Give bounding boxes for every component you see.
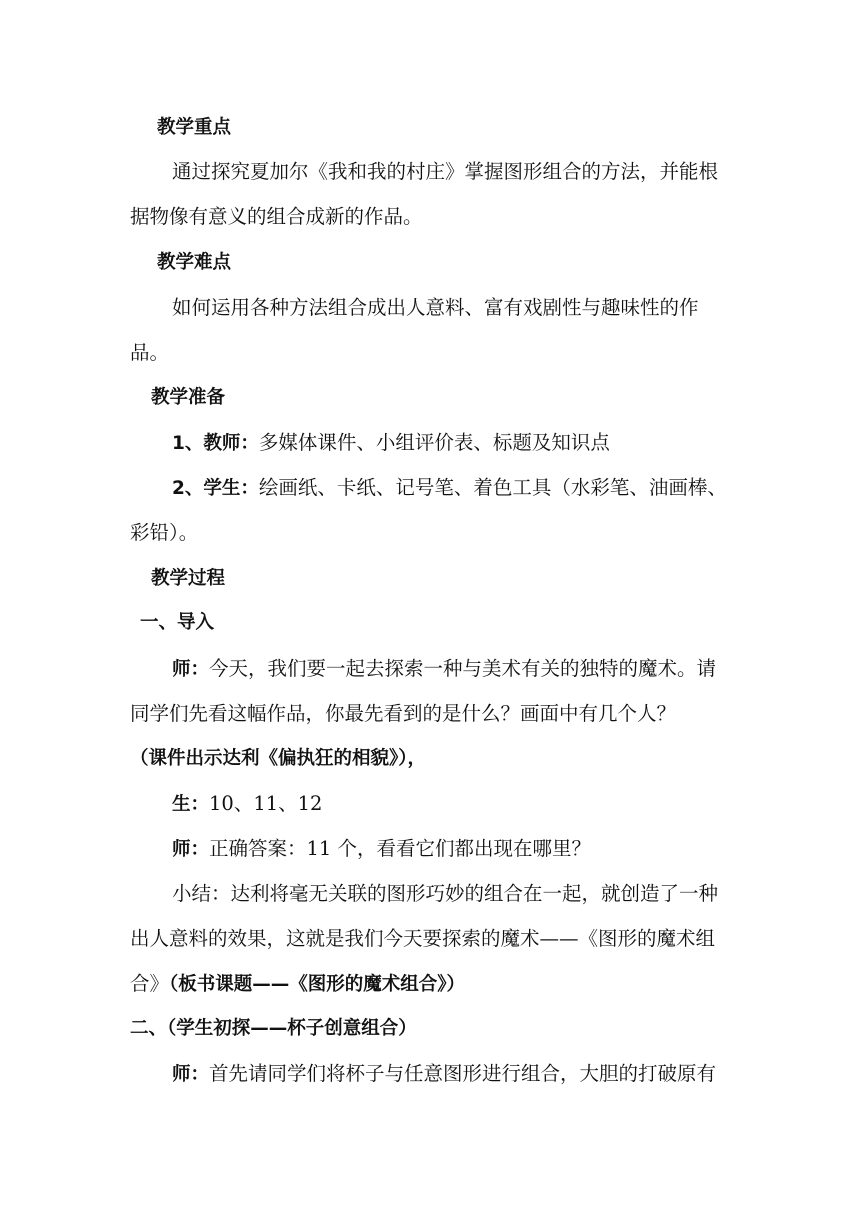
prep-item-student <box>172 474 727 503</box>
paragraph-focus-line-2: 据物像有意义的组合成新的作品。 <box>130 205 423 228</box>
teacher-line-2-text: 正确答案：11 个，看看它们都出现在哪里？ <box>209 837 592 860</box>
prep-item-student-continued: 彩铅）。 <box>130 521 199 544</box>
heading-teaching-preparation: 教学准备 <box>151 387 226 408</box>
heading-teaching-focus: 教学重点 <box>157 117 232 138</box>
courseware-note: （课件出示达利《偏执狂的相貌》）， <box>130 748 427 769</box>
summary-line-3 <box>130 970 465 999</box>
prep-item-student-label: 2、学生： <box>172 478 259 499</box>
summary-line-2: 出人意料的效果，这就是我们今天要探索的魔术——《图形的魔术组 <box>130 927 716 950</box>
prep-item-teacher-text: 多媒体课件、小组评价表、标题及知识点 <box>258 431 610 454</box>
prep-item-teacher-label: 1、教师： <box>172 433 259 454</box>
teacher-line-1-label: 师： <box>172 659 210 680</box>
paragraph-focus-line-1: 通过探究夏加尔《我和我的村庄》掌握图形组合的方法，并能根 <box>172 160 719 183</box>
student-line-1 <box>172 790 322 819</box>
section-1-title: 一、导入 <box>140 612 215 633</box>
paragraph-difficulty-line-2: 品。 <box>130 341 170 364</box>
prep-item-student-text: 绘画纸、卡纸、记号笔、着色工具（水彩笔、油画棒、 <box>258 476 727 499</box>
summary-line-1: 小结：达利将毫无关联的图形巧妙的组合在一起，就创造了一种 <box>172 882 719 905</box>
heading-teaching-process: 教学过程 <box>151 568 226 589</box>
section-2-title: 二、（学生初探——杯子创意组合） <box>130 1018 417 1039</box>
teacher-line-1-text: 今天，我们要一起去探索一种与美术有关的独特的魔术。请 <box>209 657 717 680</box>
teacher-line-1 <box>172 655 716 684</box>
heading-teaching-difficulty: 教学难点 <box>157 252 232 273</box>
blackboard-title-note: （板书课题——《图形的魔术组合》） <box>169 974 466 995</box>
paragraph-difficulty-line-1: 如何运用各种方法组合成出人意料、富有戏剧性与趣味性的作 <box>172 296 699 319</box>
student-line-1-label: 生： <box>172 794 210 815</box>
teacher-line-2 <box>172 835 591 864</box>
teacher-line-3 <box>172 1060 716 1089</box>
summary-line-3-text: 合》 <box>130 972 170 995</box>
teacher-line-3-label: 师： <box>172 1064 210 1085</box>
teacher-line-2-label: 师： <box>172 839 210 860</box>
teacher-line-3-text: 首先请同学们将杯子与任意图形进行组合，大胆的打破原有 <box>209 1062 717 1085</box>
student-line-1-text: 10、11、12 <box>209 792 323 815</box>
teacher-line-1-continued: 同学们先看这幅作品，你最先看到的是什么？画面中有几个人？ <box>130 702 677 725</box>
prep-item-teacher <box>172 429 610 458</box>
